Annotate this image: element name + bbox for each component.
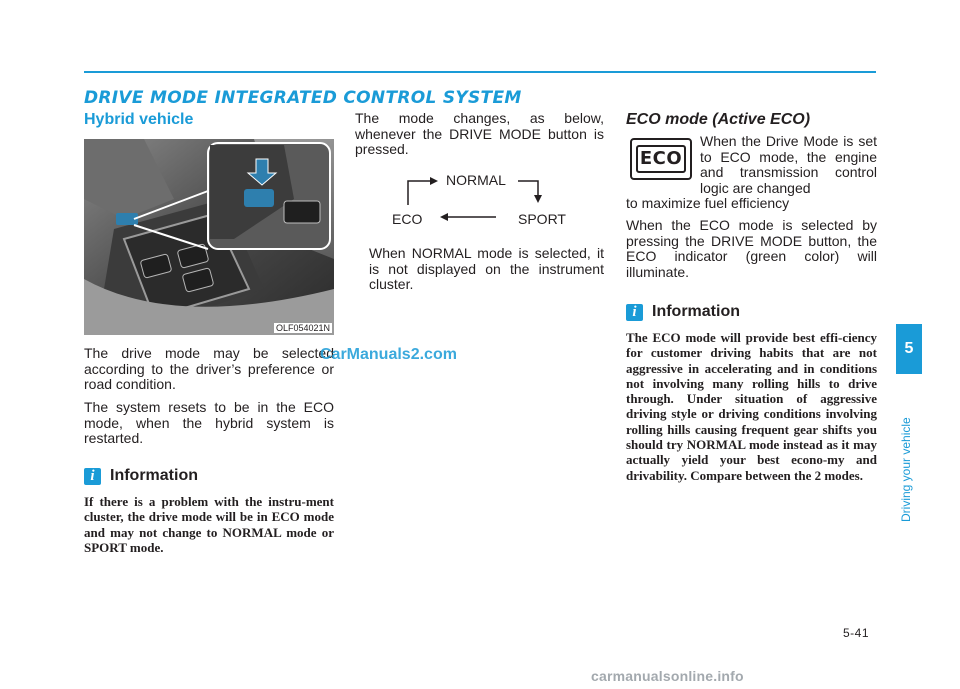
- eco-paragraph-2: When the ECO mode is selected by pressing the DRIVE MODE button, the ECO indicator (green color) will illuminate.: [626, 217, 877, 280]
- mode-change-intro: The mode changes, as below, whenever the DRIVE MODE button is pressed.: [355, 110, 604, 157]
- chapter-tab: 5: [896, 324, 922, 374]
- info-label: Information: [110, 467, 198, 484]
- info-heading-left: [84, 467, 198, 485]
- info-heading-right: [626, 303, 740, 321]
- mode-eco-label: ECO: [392, 211, 423, 227]
- eco-mode-heading: ECO mode (Active ECO): [626, 111, 811, 128]
- eco-paragraph-1b: to maximize fuel efficiency: [626, 195, 790, 211]
- hybrid-paragraph-2: The system resets to be in the ECO mode, when the hybrid system is restarted.: [84, 399, 334, 446]
- page-title: DRIVE MODE INTEGRATED CONTROL SYSTEM: [84, 88, 522, 108]
- page-number: 5-41: [843, 626, 870, 640]
- info-icon: i: [84, 468, 101, 485]
- normal-mode-note: When NORMAL mode is selected, it is not displayed on the instrument cluster.: [369, 245, 604, 292]
- drive-mode-button-photo: [84, 139, 334, 335]
- info-body-right: The ECO mode will provide best effi-ciency for customer driving habits that are not aggressive in accelerating and in conditions not involving many rolling hills to drive through. Under situation of aggressive driving style or driving conditions involving rolling hills causing frequent gear shifts you should try NORMAL mode instead as it may actually yield your best econo-my and drivability. Compare between the 2 modes.: [626, 330, 877, 483]
- info-label: Information: [652, 303, 740, 320]
- hybrid-paragraph-1: The drive mode may be selected according to the driver’s preference or road condition.: [84, 345, 334, 392]
- header-rule: [84, 71, 876, 73]
- mode-normal-label: NORMAL: [446, 172, 506, 188]
- eco-paragraph-1a: When the Drive Mode is set to ECO mode, the engine and transmission control logic are changed: [700, 133, 877, 196]
- section-heading-hybrid: Hybrid vehicle: [84, 111, 194, 128]
- watermark: CarManuals2.com: [320, 346, 457, 363]
- console-illustration: [84, 139, 334, 335]
- mode-sport-label: SPORT: [518, 211, 566, 227]
- photo-code: OLF054021N: [275, 323, 330, 333]
- site-watermark: carmanualsonline.info: [591, 668, 744, 684]
- info-body-left: If there is a problem with the instru-ment cluster, the drive mode will be in ECO mode and may not change to NORMAL mode or SPORT mode.: [84, 494, 334, 555]
- info-icon: i: [626, 304, 643, 321]
- eco-indicator-text: ECO: [636, 145, 686, 173]
- eco-indicator-icon: [630, 138, 692, 180]
- chapter-title: Driving your vehicle: [899, 417, 913, 522]
